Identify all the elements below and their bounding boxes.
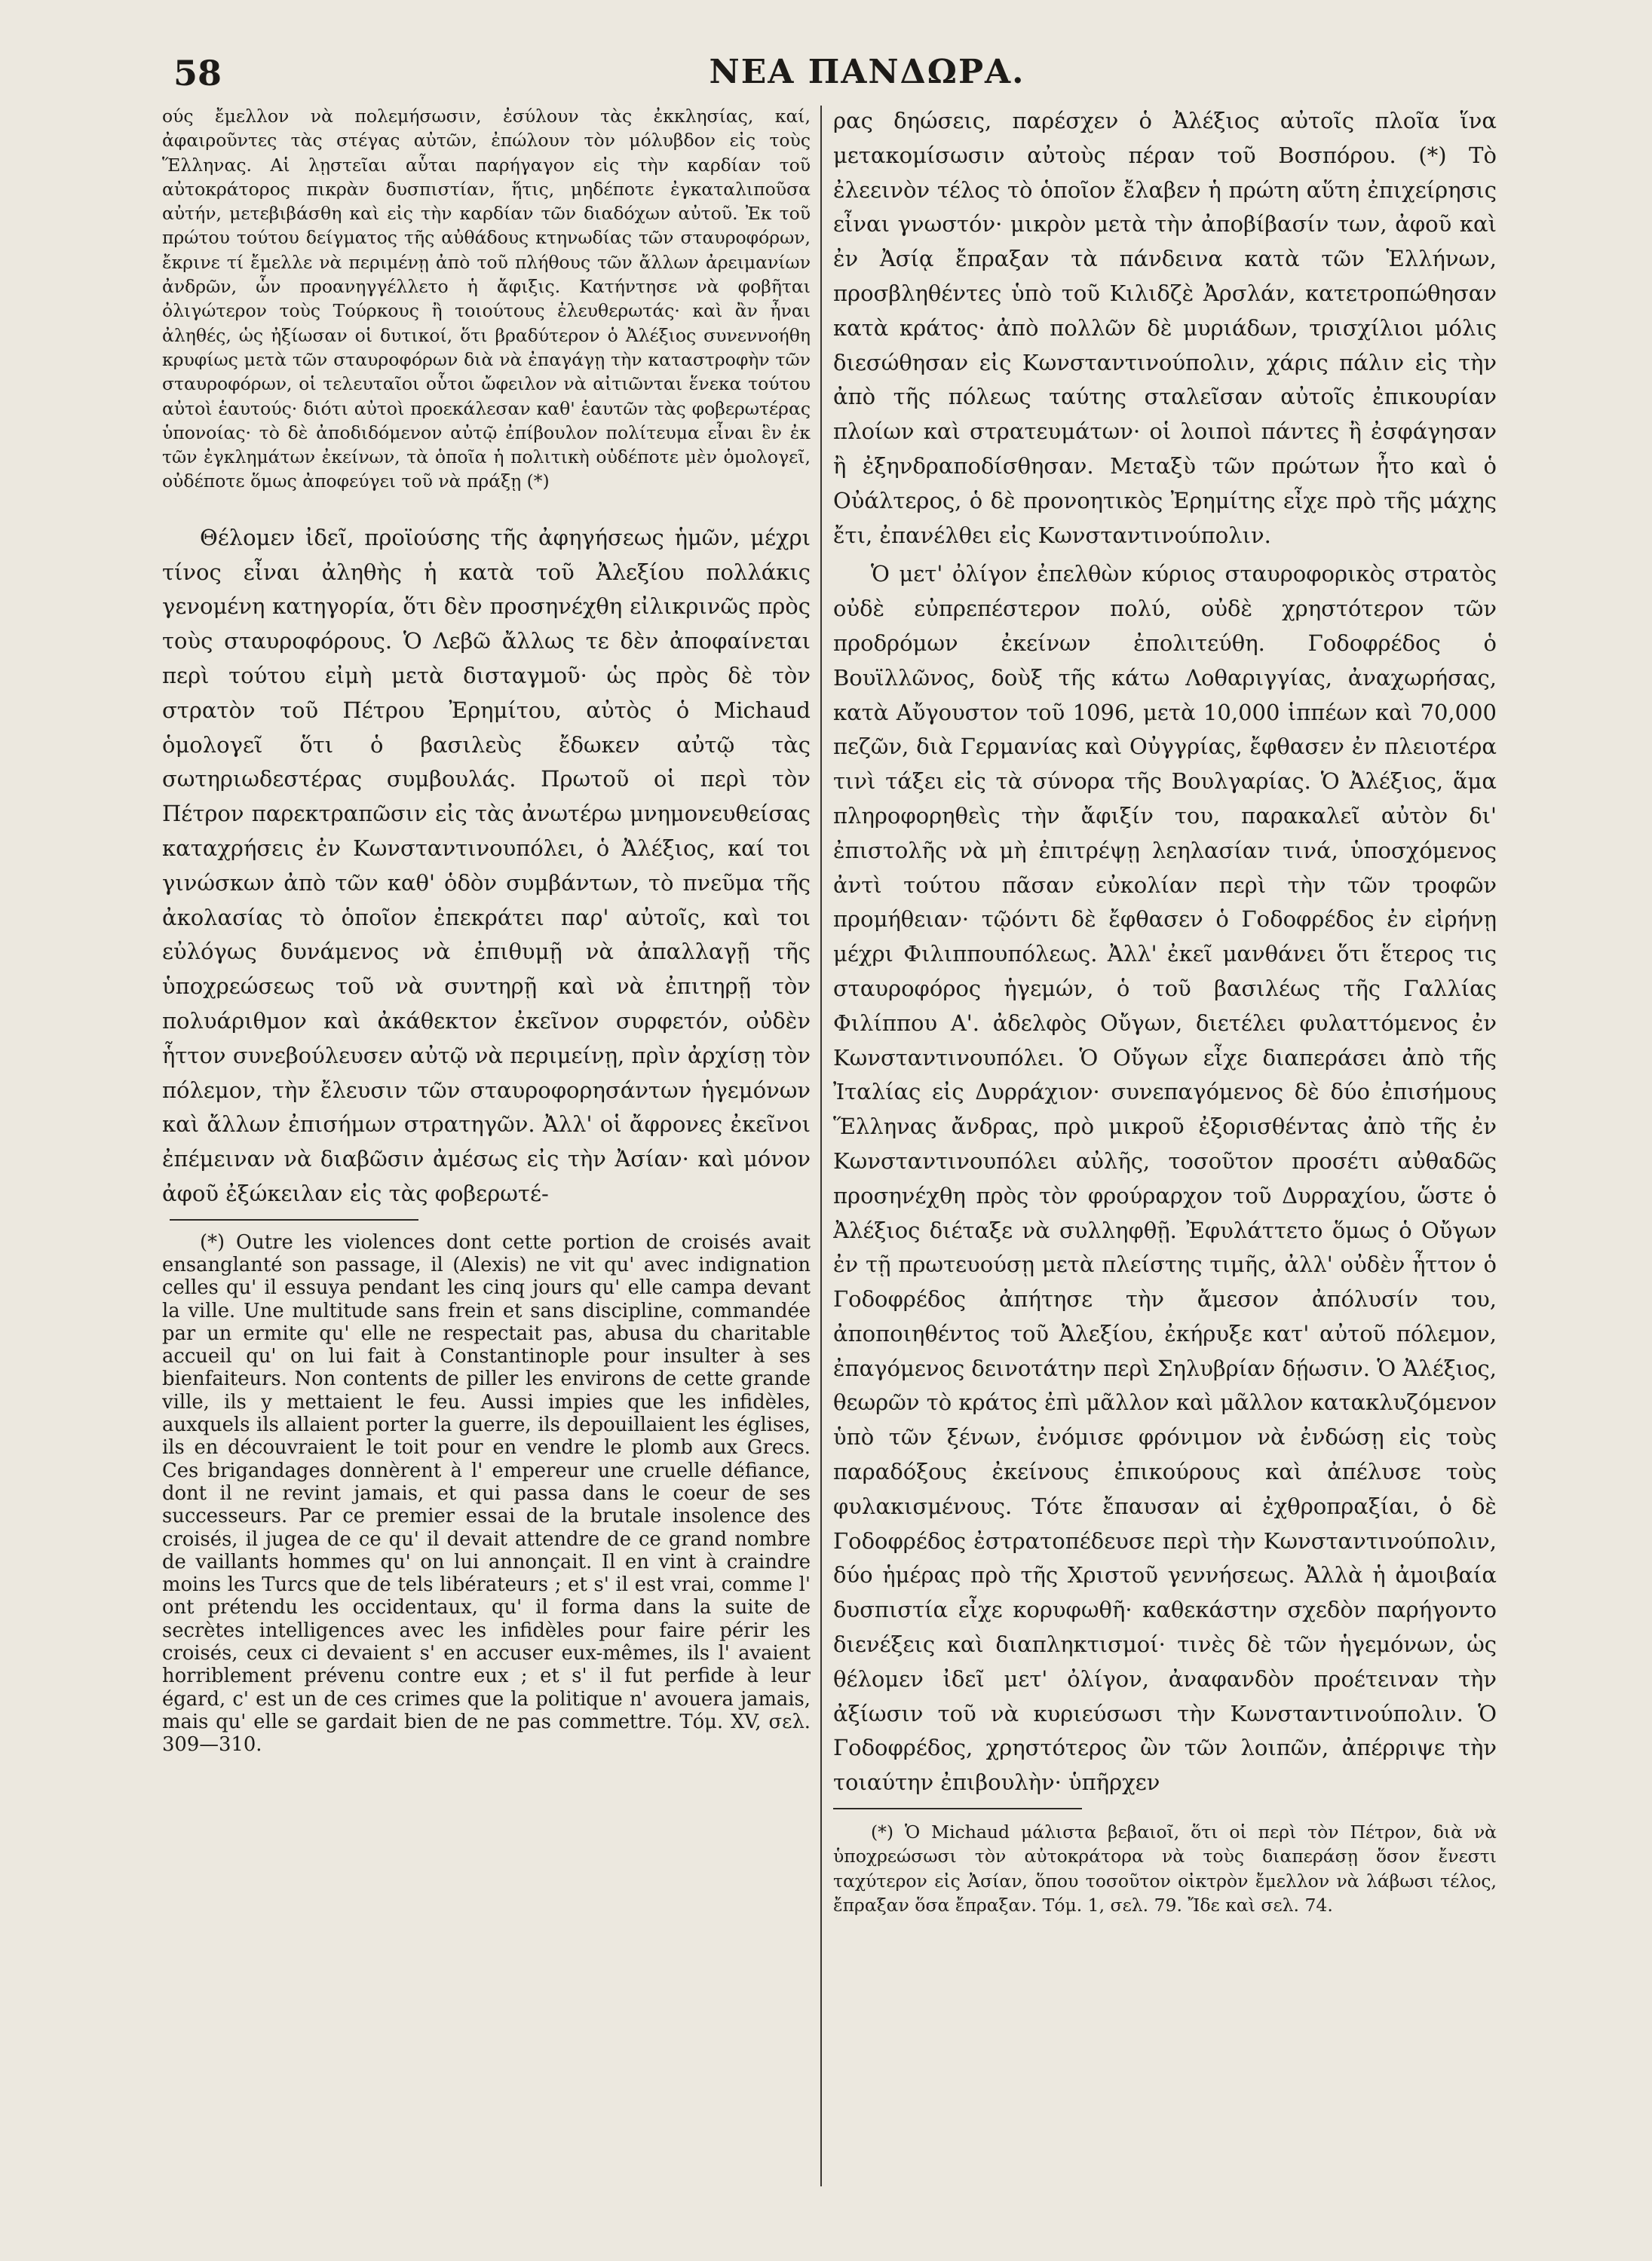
page-header — [173, 53, 1561, 98]
running-title: ΝΕΑ ΠΑΝΔΩΡΑ. — [709, 53, 1025, 91]
right-column — [833, 104, 1497, 2207]
footnote-rule — [170, 1219, 418, 1221]
footnote-rule — [833, 1808, 1082, 1809]
left-column — [162, 104, 811, 2207]
left-paragraph-1: ούς ἔμελλον νὰ πολεμήσωσιν, ἐσύλουν τὰς ἐκκλησίας, καί, ἀφαιροῦντες τὰς στέγας αὐτῶν, ἐπώλουν τὸν μόλυβδον εἰς τοὺς Ἕλληνας. Αἱ λῃστεῖαι αὗται παρήγαγον εἰς τὴν καρδίαν τοῦ αὐτοκράτορος πικρὰν δυσπιστίαν, ἥτις, μηδέποτε ἐγκαταλιποῦσα αὐτήν, μετεβιβάσθη καὶ εἰς τὴν καρδίαν τῶν διαδόχων αὐτοῦ. Ἐκ τοῦ πρώτου τούτου δείγματος τῆς αὐθάδους κτηνωδίας τῶν σταυροφόρων, ἔκρινε τί ἔμελλε νὰ περιμένῃ ἀπὸ τοῦ πλήθους τῶν ἄλλων ἀρειμανίων ἀνδρῶν, ὧν προανηγγέλλετο ἡ ἄφιξις. Κατήντησε νὰ φοβῆται ὀλιγώτερον τοὺς Τούρκους ἢ τοιούτους ἐλευθερωτάς· καὶ ἂν ἦναι ἀληθές, ὡς ἠξίωσαν οἱ δυτικοί, ὅτι βραδύτερον ὁ Ἀλέξιος συνεννοήθη κρυφίως μετὰ τῶν σταυροφόρων διὰ νὰ ἐπαγάγῃ τὴν καταστροφὴν τῶν σταυροφόρων, οἱ τελευταῖοι οὗτοι ὤφειλον νὰ αἰτιῶνται ἕνεκα τούτου αὐτοὶ ἑαυτούς· διότι αὐτοὶ προεκάλεσαν καθ' ἑαυτῶν τὰς φοβερωτέρας ὑπονοίας· τὸ δὲ ἀποδιδόμενον αὐτῷ ἐπίβουλον πολίτευμα εἶναι ἓν ἐκ τῶν ἐγκλημάτων ἐκείνων, τὰ ὁποῖα ἡ πολιτικὴ οὐδέποτε μὲν ὁμολογεῖ, οὐδέποτε ὅμως ἀποφεύγει τοῦ νὰ πράξῃ (*) — [162, 106, 811, 492]
page-number: 58 — [173, 53, 222, 93]
right-paragraph-2: Ὁ μετ' ὀλίγον ἐπελθὼν κύριος σταυροφορικὸς στρατὸς οὐδὲ εὐπρεπέστερον πολύ, οὐδὲ χρηστότερον τῶν προδρόμων ἐκείνων ἐπολιτεύθη. Γοδοφρέδος ὁ Βουϊλλῶνος, δοὺξ τῆς κάτω Λοθαριγγίας, ἀναχωρήσας, κατὰ Αὔγουστον τοῦ 1096, μετὰ 10,000 ἱππέων καὶ 70,000 πεζῶν, διὰ Γερμανίας καὶ Οὐγγρίας, ἔφθασεν ἐν πλειοτέρα τινὶ τάξει εἰς τὰ σύνορα τῆς Βουλγαρίας. Ὁ Ἀλέξιος, ἅμα πληροφορηθεὶς τὴν ἄφιξίν του, παρακαλεῖ αὐτὸν δι' ἐπιστολῆς νὰ μὴ ἐπιτρέψῃ λεηλασίαν τινά, ὑποσχόμενος ἀντὶ τούτου πᾶσαν εὐκολίαν περὶ τὴν τῶν τροφῶν προμήθειαν· τῷόντι δὲ ἔφθασεν ὁ Γοδοφρέδος ἐν εἰρήνῃ μέχρι Φιλιππουπόλεως. Ἀλλ' ἐκεῖ μανθάνει ὅτι ἕτερος τις σταυροφόρος ἡγεμών, ὁ τοῦ βασιλέως τῆς Γαλλίας Φιλίππου Α'. ἀδελφὸς Οὔγων, διετέλει φυλαττόμενος ἐν Κωνσταντινουπόλει. Ὁ Οὔγων εἶχε διαπεράσει ἀπὸ τῆς Ἰταλίας εἰς Δυρράχιον· συνεπαγόμενος δὲ δύο ἐπισήμους Ἕλληνας ἄνδρας, πρὸ μικροῦ ἐξορισθέντας ἀπὸ τῆς ἐν Κωνσταντινουπόλει αὐλῆς, τοσοῦτον προσέτι αὐθαδῶς προσηνέχθη πρὸς τὸν φρούραρχον τοῦ Δυρραχίου, ὥστε ὁ Ἀλέξιος διέταξε νὰ συλληφθῇ. Ἐφυλάττετο ὅμως ὁ Οὔγων ἐν τῇ πρωτευούσῃ μετὰ πλείστης τιμῆς, ἀλλ' οὐδὲν ἧττον ὁ Γοδοφρέδος ἀπήτησε τὴν ἄμεσον ἀπόλυσίν του, ἀποποιηθέντος τοῦ Ἀλεξίου, ἐκήρυξε κατ' αὐτοῦ πόλεμον, ἐπαγόμενος δεινοτάτην περὶ Σηλυβρίαν δῄωσιν. Ὁ Ἀλέξιος, θεωρῶν τὸ κράτος ἐπὶ μᾶλλον καὶ μᾶλλον κατακλυζόμενον ὑπὸ τῶν ξένων, ἐνόμισε φρόνιμον νὰ ἐνδώσῃ εἰς τοὺς παραδόξους ἐκείνους ἐπικούρους καὶ ἀπέλυσε τοὺς φυλακισμένους. Τότε ἔπαυσαν αἱ ἐχθροπραξίαι, ὁ δὲ Γοδοφρέδος ἐστρατοπέδευσε περὶ τὴν Κωνσταντινούπολιν, δύο ἡμέρας πρὸ τῆς Χριστοῦ γεννήσεως. Ἀλλὰ ἡ ἀμοιβαία δυσπιστία εἶχε κορυφωθῆ· καθεκάστην σχεδὸν παρήγοντο διενέξεις καὶ διαπληκτισμοί· τινὲς δὲ τῶν ἡγεμόνων, ὡς θέλομεν ἰδεῖ μετ' ὀλίγον, ἀναφανδὸν προέτειναν τὴν ἀξίωσιν τοῦ νὰ κυριεύσωσι τὴν Κωνσταντινούπολιν. Ὁ Γοδοφρέδος, χρηστότερος ὢν τῶν λοιπῶν, ἀπέρριψε τὴν τοιαύτην ἐπιβουλὴν· ὑπῆρχεν — [833, 561, 1497, 1796]
left-paragraph-2: Θέλομεν ἰδεῖ, προϊούσης τῆς ἀφηγήσεως ἡμῶν, μέχρι τίνος εἶναι ἀληθὴς ἡ κατὰ τοῦ Ἀλεξίου πολλάκις γενομένη κατηγορία, ὅτι δὲν προσηνέχθη εἰλικρινῶς πρὸς τοὺς σταυροφόρους. Ὁ Λεβῶ ἄλλως τε δὲν ἀποφαίνεται περὶ τούτου εἰμὴ μετὰ δισταγμοῦ· ὡς πρὸς δὲ τὸν στρατὸν τοῦ Πέτρου Ἐρημίτου, αὐτὸς ὁ Michaud ὁμολογεῖ ὅτι ὁ βασιλεὺς ἔδωκεν αὐτῷ τὰς σωτηριωδεστέρας συμβουλάς. Πρωτοῦ οἱ περὶ τὸν Πέτρον παρεκτραπῶσιν εἰς τὰς ἀνωτέρω μνημονευθείσας καταχρήσεις ἐν Κωνσταντινουπόλει, ὁ Ἀλέξιος, καί τοι γινώσκων ἀπὸ τῶν καθ' ὁδὸν συμβάντων, τὸ πνεῦμα τῆς ἀκολασίας τὸ ὁποῖον ἐπεκράτει παρ' αὐτοῖς, καὶ τοι εὐλόγως δυνάμενος νὰ ἐπιθυμῇ νὰ ἀπαλλαγῇ τῆς ὑποχρεώσεως τοῦ νὰ συντηρῇ καὶ νὰ ἐπιτηρῇ τὸν πολυάριθμον καὶ ἀκάθεκτον ἐκεῖνον συρφετόν, οὐδὲν ἧττον συνεβούλευσεν αὐτῷ νὰ περιμείνῃ, πρὶν ἀρχίσῃ τὸν πόλεμον, τὴν ἔλευσιν τῶν σταυροφορησάντων ἡγεμόνων καὶ ἄλλων ἐπισήμων στρατηγῶν. Ἀλλ' οἱ ἄφρονες ἐκεῖνοι ἐπέμειναν νὰ διαβῶσιν ἀμέσως εἰς τὴν Ἀσίαν· καὶ μόνον ἀφοῦ ἐξώκειλαν εἰς τὰς φοβερωτέ- — [162, 524, 811, 1206]
right-footnote: (*) Ὁ Michaud μάλιστα βεβαιοῖ, ὅτι οἱ περὶ τὸν Πέτρον, διὰ νὰ ὑποχρεώσωσι τὸν αὐτοκράτορα νὰ τοὺς διαπεράσῃ ὅσον ἔνεστι ταχύτερον εἰς Ἀσίαν, ὅπου τοσοῦτον οἰκτρὸν ἔμελλον νὰ λάβωσι τέλος, ἔπραξαν ὅσα ἔπραξαν. Τόμ. 1, σελ. 79. Ἴδε καὶ σελ. 74. — [833, 1821, 1497, 1916]
left-footnote: (*) Outre les violences dont cette portion de croisés avait ensanglanté son passage, il (Alexis) ne vit qu' avec indignation celles qu' il essuya pendant les cinq jours qu' elle campa devant la ville. Une multitude sans frein et sans discipline, commandée par un ermite qu' elle ne respectait pas, abusa du charitable accueil qu' on lui fait à Constantinople pour insulter à ses bienfaiteurs. Non contents de piller les environs de cette grande ville, ils y mettaient le feu. Aussi impies que les infidèles, auxquels ils allaient porter la guerre, ils depouillaient les églises, ils en découvraient le toit pour en vendre le plomb aux Grecs. Ces brigandages donnèrent à l' empereur une cruelle défiance, dont il ne revint jamais, et qui passa dans le coeur de ses successeurs. Par ce premier essai de la brutale insolence des croisés, il jugea de ce qu' il devait attendre de ce grand nombre de vaillants hommes qu' on lui annonçait. Il en vint à craindre moins les Turcs que de tels libérateurs ; et s' il est vrai, comme l' ont prétendu les occidentaux, qu' il forma dans la suite de secrètes intelligences avec les infidèles pour faire périr les croisés, ceux ci devaient s' en accuser eux-mêmes, ils l' avaient horriblement prévenu contre eux ; et s' il fut perfide à leur égard, c' est un de ces crimes que la politique n' avouera jamais, mais qu' elle se gardait bien de ne pas commettre. Τόμ. XV, σελ. 309—310. — [162, 1230, 811, 1757]
right-paragraph-1: ρας δηώσεις, παρέσχεν ὁ Ἀλέξιος αὐτοῖς πλοῖα ἵνα μετακομίσωσιν αὐτοὺς πέραν τοῦ Βοσπόρου. (*) Τὸ ἐλεεινὸν τέλος τὸ ὁποῖον ἔλαβεν ἡ πρώτη αὕτη ἐπιχείρησις εἶναι γνωστόν· μικρὸν μετὰ τὴν ἀποβίβασίν των, ἀφοῦ καὶ ἐν Ἀσίᾳ ἔπραξαν τὰ πάνδεινα κατὰ τῶν Ἑλλήνων, προσβληθέντες ὑπὸ τοῦ Κιλιδζὲ Ἀρσλάν, κατετροπώθησαν κατὰ κράτος· ἀπὸ πολλῶν δὲ μυριάδων, τρισχίλιοι μόλις διεσώθησαν εἰς Κωνσταντινούπολιν, χάρις πάλιν εἰς τὴν ἀπὸ τῆς πόλεως ταύτης σταλεῖσαν αὐτοῖς ἐπικουρίαν πλοίων καὶ στρατευμάτων· οἱ λοιποὶ πάντες ἢ ἐσφάγησαν ἢ ἐξηνδραποδίσθησαν. Μεταξὺ τῶν πρώτων ἦτο καὶ ὁ Οὐάλτερος, ὁ δὲ προνοητικὸς Ἐρημίτης εἶχε πρὸ τῆς μάχης ἔτι, ἐπανέλθει εἰς Κωνσταντινούπολιν. — [833, 108, 1497, 548]
column-divider — [820, 106, 822, 2186]
